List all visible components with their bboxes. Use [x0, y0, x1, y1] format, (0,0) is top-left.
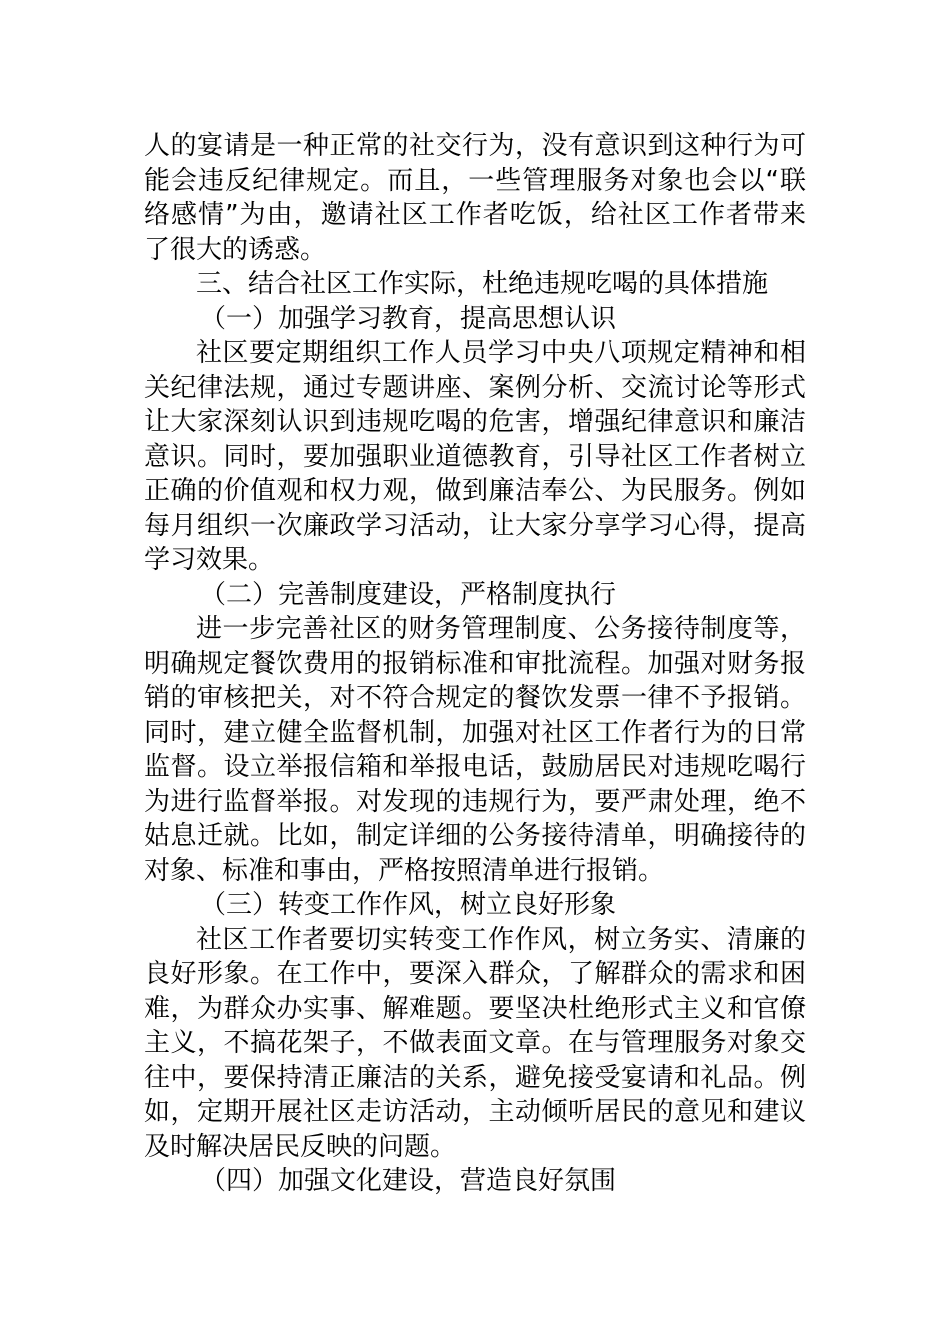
paragraph-system-building: 进一步完善社区的财务管理制度、公务接待制度等，明确规定餐饮费用的报销标准和审批流程。加强对财务报销的审核把关，对不符合规定的餐饮发票一律不予报销。同时，建立健全监督机制，加强对社区工作者行为的日常监督。设立举报信箱和举报电话，鼓励居民对违规吃喝行为进行监督举报。对发现的违规行为，要严肃处理，绝不姑息迁就。比如，制定详细的公务接待清单，明确接待的对象、标准和事由，严格按照清单进行报销。: [144, 614, 806, 886]
subsection-heading-1: （一）加强学习教育，提高思想认识: [200, 303, 617, 334]
subsection-heading-2: （二）完善制度建设，严格制度执行: [200, 579, 617, 610]
subsection-heading-4: （四）加强文化建设，营造良好氛围: [200, 1166, 617, 1196]
paragraph-study-education: 社区要定期组织工作人员学习中央八项规定精神和相关纪律法规，通过专题讲座、案例分析、交流讨论等形式让大家深刻认识到违规吃喝的危害，增强纪律意识和廉洁意识。同时，要加强职业道德教育，引导社区工作者树立正确的价值观和权力观，做到廉洁奉公、为民服务。例如每月组织一次廉政学习活动，让大家分享学习心得，提高学习效果。: [144, 338, 806, 575]
subsection-heading-3: （三）转变工作作风，树立良好形象: [200, 890, 617, 920]
paragraph-work-style: 社区工作者要切实转变工作作风，树立务实、清廉的良好形象。在工作中，要深入群众，了解群众的需求和困难，为群众办实事、解难题。要坚决杜绝形式主义和官僚主义，不搞花架子，不做表面文章。在与管理服务对象交往中，要保持清正廉洁的关系，避免接受宴请和礼品。例如，定期开展社区走访活动，主动倾听居民的意见和建议及时解决居民反映的问题。: [144, 924, 806, 1162]
paragraph-continued: 人的宴请是一种正常的社交行为，没有意识到这种行为可能会违反纪律规定。而且，一些管理服务对象也会以“联络感情”为由，邀请社区工作者吃饭，给社区工作者带来了很大的诱惑。: [144, 131, 806, 265]
section-heading-3: 三、结合社区工作实际，杜绝违规吃喝的具体措施: [196, 269, 769, 299]
document-body: [144, 129, 806, 1199]
